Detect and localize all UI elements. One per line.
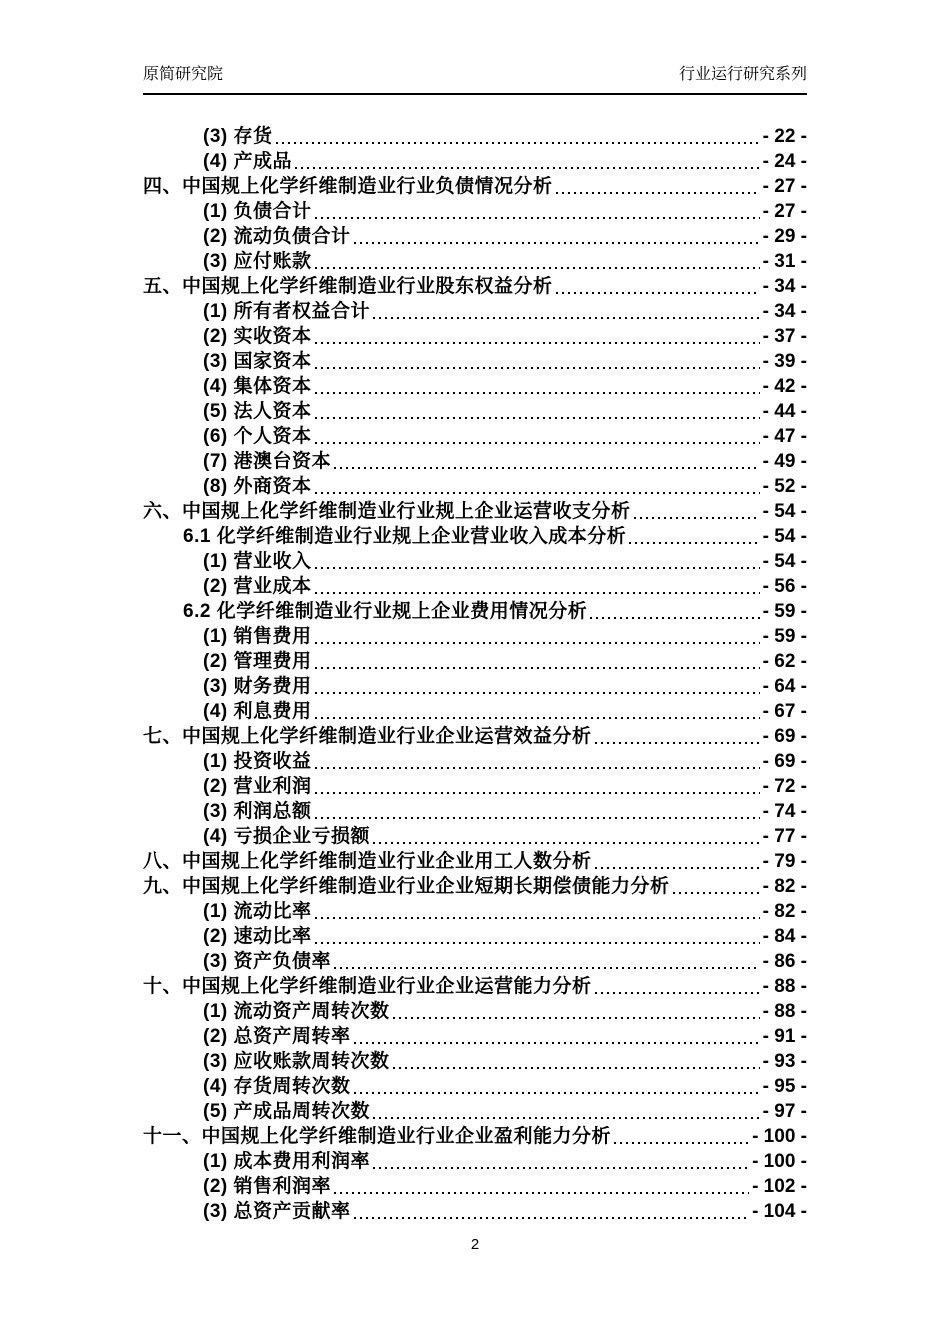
toc-entry-label[interactable]: (3) 国家资本 <box>203 351 312 372</box>
toc-entry-label[interactable]: 6.1 化学纤维制造业行业规上企业营业收入成本分析 <box>183 526 627 547</box>
toc-entry-label[interactable]: (4) 亏损企业亏损额 <box>203 826 371 847</box>
toc-entry[interactable] <box>143 449 807 474</box>
toc-entry[interactable] <box>143 474 807 499</box>
toc-entry-label[interactable]: (2) 实收资本 <box>203 326 312 347</box>
toc-entry[interactable] <box>143 874 807 899</box>
toc-dot-leader <box>295 167 760 169</box>
page-footer <box>0 1236 950 1253</box>
toc-entry-label[interactable]: (1) 成本费用利润率 <box>203 1151 371 1172</box>
toc-entry[interactable] <box>143 624 807 649</box>
toc-entry[interactable] <box>143 299 807 324</box>
toc-entry-label[interactable]: (1) 所有者权益合计 <box>203 301 371 322</box>
toc-entry[interactable] <box>143 124 807 149</box>
toc-entry[interactable] <box>143 1149 807 1174</box>
toc-entry-label[interactable]: (2) 流动负债合计 <box>203 226 351 247</box>
toc-dot-leader <box>373 317 760 319</box>
toc-entry-label[interactable]: (7) 港澳台资本 <box>203 451 332 472</box>
toc-dot-leader <box>315 817 760 819</box>
toc-entry-label[interactable]: (3) 存货 <box>203 126 273 147</box>
toc-entry[interactable] <box>143 499 807 524</box>
toc-entry[interactable] <box>143 924 807 949</box>
toc-entry-page-number: - 22 - <box>762 126 807 147</box>
toc-dot-leader <box>373 1117 760 1119</box>
toc-entry[interactable] <box>143 824 807 849</box>
toc-dot-leader <box>673 892 760 894</box>
toc-entry[interactable] <box>143 374 807 399</box>
toc-entry-label[interactable]: (1) 流动比率 <box>203 901 312 922</box>
footer-page-number: 2 <box>470 1236 480 1253</box>
toc-entry[interactable] <box>143 974 807 999</box>
toc-entry-page-number: - 52 - <box>762 476 807 497</box>
toc-entry[interactable] <box>143 1024 807 1049</box>
toc-entry[interactable] <box>143 149 807 174</box>
toc-entry-page-number: - 100 - <box>752 1151 807 1172</box>
toc-dot-leader <box>595 867 760 869</box>
toc-entry[interactable] <box>143 399 807 424</box>
toc-entry-label[interactable]: (1) 负债合计 <box>203 201 312 222</box>
toc-entry-label[interactable]: (3) 资产负债率 <box>203 951 332 972</box>
toc-entry[interactable] <box>143 649 807 674</box>
toc-dot-leader <box>590 617 759 619</box>
toc-entry-page-number: - 24 - <box>762 151 807 172</box>
toc-entry-page-number: - 69 - <box>762 751 807 772</box>
toc-dot-leader <box>334 467 760 469</box>
toc-entry[interactable] <box>143 224 807 249</box>
toc-dot-leader <box>315 767 760 769</box>
toc-entry-page-number: - 91 - <box>762 1026 807 1047</box>
toc-entry-label[interactable]: (3) 总资产贡献率 <box>203 1201 351 1222</box>
toc-dot-leader <box>315 592 760 594</box>
toc-dot-leader <box>629 542 759 544</box>
toc-dot-leader <box>373 842 760 844</box>
toc-dot-leader <box>354 242 760 244</box>
toc-entry[interactable] <box>143 674 807 699</box>
toc-dot-leader <box>315 667 760 669</box>
toc-dot-leader <box>354 1042 760 1044</box>
toc-dot-leader <box>315 642 760 644</box>
toc-entry[interactable] <box>143 774 807 799</box>
toc-entry-label[interactable]: (3) 应收账款周转次数 <box>203 1051 390 1072</box>
toc-entry-page-number: - 62 - <box>762 651 807 672</box>
toc-entry-page-number: - 77 - <box>762 826 807 847</box>
toc-dot-leader <box>614 1142 749 1144</box>
toc-entry-page-number: - 39 - <box>762 351 807 372</box>
toc-entry-label[interactable]: 七、中国规上化学纤维制造业行业企业运营效益分析 <box>143 726 592 747</box>
toc-entry-label[interactable]: 六、中国规上化学纤维制造业行业规上企业运营收支分析 <box>143 501 631 522</box>
toc-entry-label[interactable]: 四、中国规上化学纤维制造业行业负债情况分析 <box>143 176 553 197</box>
toc-dot-leader <box>556 292 760 294</box>
toc-entry-page-number: - 47 - <box>762 426 807 447</box>
toc-entry-page-number: - 82 - <box>762 901 807 922</box>
toc-dot-leader <box>634 517 760 519</box>
toc-entry[interactable] <box>143 549 807 574</box>
toc-dot-leader <box>315 692 760 694</box>
toc-dot-leader <box>315 367 760 369</box>
toc-entry[interactable] <box>143 349 807 374</box>
toc-entry[interactable] <box>143 199 807 224</box>
toc-entry-label[interactable]: 九、中国规上化学纤维制造业行业企业短期长期偿债能力分析 <box>143 876 670 897</box>
toc-entry-page-number: - 54 - <box>762 551 807 572</box>
toc-entry[interactable] <box>143 1099 807 1124</box>
toc-entry-label[interactable]: (1) 营业收入 <box>203 551 312 572</box>
toc-dot-leader <box>276 142 760 144</box>
toc-entry-label[interactable]: (6) 个人资本 <box>203 426 312 447</box>
toc-entry-label[interactable]: (3) 财务费用 <box>203 676 312 697</box>
toc-entry[interactable] <box>143 1174 807 1199</box>
toc-entry-page-number: - 31 - <box>762 251 807 272</box>
toc-entry-label[interactable]: (2) 管理费用 <box>203 651 312 672</box>
toc-entry-page-number: - 59 - <box>762 626 807 647</box>
toc-entry-label[interactable]: (2) 营业利润 <box>203 776 312 797</box>
toc-dot-leader <box>334 1192 749 1194</box>
toc-entry[interactable] <box>143 999 807 1024</box>
toc-entry[interactable] <box>143 799 807 824</box>
toc-entry-page-number: - 74 - <box>762 801 807 822</box>
toc-entry-page-number: - 29 - <box>762 226 807 247</box>
toc-entry-page-number: - 84 - <box>762 926 807 947</box>
toc-entry[interactable] <box>143 424 807 449</box>
toc-dot-leader <box>315 492 760 494</box>
toc-entry[interactable] <box>143 524 807 549</box>
toc-entry-page-number: - 37 - <box>762 326 807 347</box>
toc-entry-page-number: - 27 - <box>762 176 807 197</box>
toc-entry[interactable] <box>143 849 807 874</box>
toc-dot-leader <box>315 392 760 394</box>
page-header <box>143 64 807 86</box>
toc-entry[interactable] <box>143 324 807 349</box>
toc-entry-page-number: - 72 - <box>762 776 807 797</box>
toc-entry-page-number: - 104 - <box>752 1201 807 1222</box>
toc-entry-page-number: - 100 - <box>752 1126 807 1147</box>
toc-dot-leader <box>373 1167 749 1169</box>
toc-entry[interactable] <box>143 599 807 624</box>
toc-entry-page-number: - 86 - <box>762 951 807 972</box>
toc-dot-leader <box>315 442 760 444</box>
toc-entry-page-number: - 93 - <box>762 1051 807 1072</box>
toc-entry-page-number: - 42 - <box>762 376 807 397</box>
toc-dot-leader <box>315 267 760 269</box>
toc-dot-leader <box>595 992 760 994</box>
toc-dot-leader <box>393 1067 760 1069</box>
toc-entry-label[interactable]: 6.2 化学纤维制造业行业规上企业费用情况分析 <box>183 601 588 622</box>
toc-dot-leader <box>315 567 760 569</box>
toc-entry-page-number: - 102 - <box>752 1176 807 1197</box>
toc-entry-label[interactable]: (5) 法人资本 <box>203 401 312 422</box>
toc-entry[interactable] <box>143 174 807 199</box>
toc-entry-page-number: - 54 - <box>762 501 807 522</box>
toc-entry-label[interactable]: 八、中国规上化学纤维制造业行业企业用工人数分析 <box>143 851 592 872</box>
toc-entry[interactable] <box>143 699 807 724</box>
toc-entry-page-number: - 59 - <box>762 601 807 622</box>
toc-entry-page-number: - 97 - <box>762 1101 807 1122</box>
toc-entry-page-number: - 54 - <box>762 526 807 547</box>
toc-entry-label[interactable]: (1) 销售费用 <box>203 626 312 647</box>
toc-dot-leader <box>354 1092 760 1094</box>
table-of-contents <box>143 124 807 1224</box>
toc-entry-label[interactable]: 十、中国规上化学纤维制造业行业企业运营能力分析 <box>143 976 592 997</box>
toc-entry-label[interactable]: (4) 利息费用 <box>203 701 312 722</box>
toc-entry[interactable] <box>143 749 807 774</box>
toc-dot-leader <box>315 792 760 794</box>
header-left-text: 原简研究院 <box>143 66 224 83</box>
toc-entry-label[interactable]: (8) 外商资本 <box>203 476 312 497</box>
toc-entry-label[interactable]: (2) 销售利润率 <box>203 1176 332 1197</box>
toc-entry-page-number: - 49 - <box>762 451 807 472</box>
toc-entry[interactable] <box>143 1124 807 1149</box>
toc-entry-label[interactable]: (2) 速动比率 <box>203 926 312 947</box>
toc-entry-page-number: - 95 - <box>762 1076 807 1097</box>
toc-entry-label[interactable]: (3) 利润总额 <box>203 801 312 822</box>
toc-entry[interactable] <box>143 1199 807 1224</box>
toc-entry-label[interactable]: (4) 产成品 <box>203 151 293 172</box>
toc-entry[interactable] <box>143 1049 807 1074</box>
toc-entry[interactable] <box>143 249 807 274</box>
toc-dot-leader <box>315 217 760 219</box>
toc-entry-label[interactable]: (2) 营业成本 <box>203 576 312 597</box>
toc-entry-page-number: - 88 - <box>762 1001 807 1022</box>
toc-entry-page-number: - 82 - <box>762 876 807 897</box>
toc-entry-label[interactable]: (4) 集体资本 <box>203 376 312 397</box>
toc-dot-leader <box>315 942 760 944</box>
header-rule-divider <box>143 93 807 95</box>
toc-entry[interactable] <box>143 574 807 599</box>
toc-entry[interactable] <box>143 274 807 299</box>
toc-entry-label[interactable]: 五、中国规上化学纤维制造业行业股东权益分析 <box>143 276 553 297</box>
toc-entry-label[interactable]: (2) 总资产周转率 <box>203 1026 351 1047</box>
toc-dot-leader <box>315 417 760 419</box>
toc-entry-page-number: - 69 - <box>762 726 807 747</box>
toc-entry-label[interactable]: (3) 应付账款 <box>203 251 312 272</box>
toc-entry-page-number: - 34 - <box>762 301 807 322</box>
toc-dot-leader <box>315 917 760 919</box>
toc-entry[interactable] <box>143 1074 807 1099</box>
toc-dot-leader <box>315 717 760 719</box>
toc-dot-leader <box>354 1217 750 1219</box>
toc-entry[interactable] <box>143 899 807 924</box>
toc-entry-label[interactable]: (1) 投资收益 <box>203 751 312 772</box>
toc-dot-leader <box>393 1017 760 1019</box>
toc-entry-label[interactable]: (1) 流动资产周转次数 <box>203 1001 390 1022</box>
toc-dot-leader <box>595 742 760 744</box>
toc-entry[interactable] <box>143 724 807 749</box>
toc-entry-page-number: - 64 - <box>762 676 807 697</box>
toc-dot-leader <box>315 342 760 344</box>
toc-entry-page-number: - 88 - <box>762 976 807 997</box>
header-right-text: 行业运行研究系列 <box>678 66 807 83</box>
toc-dot-leader <box>334 967 760 969</box>
toc-entry-label[interactable]: (4) 存货周转次数 <box>203 1076 351 1097</box>
toc-entry-page-number: - 34 - <box>762 276 807 297</box>
toc-entry-label[interactable]: (5) 产成品周转次数 <box>203 1101 371 1122</box>
toc-entry-page-number: - 27 - <box>762 201 807 222</box>
toc-entry[interactable] <box>143 949 807 974</box>
toc-entry-page-number: - 56 - <box>762 576 807 597</box>
toc-entry-page-number: - 67 - <box>762 701 807 722</box>
toc-entry-page-number: - 44 - <box>762 401 807 422</box>
toc-dot-leader <box>556 192 760 194</box>
toc-entry-page-number: - 79 - <box>762 851 807 872</box>
toc-entry-label[interactable]: 十一、中国规上化学纤维制造业行业企业盈利能力分析 <box>143 1126 612 1147</box>
